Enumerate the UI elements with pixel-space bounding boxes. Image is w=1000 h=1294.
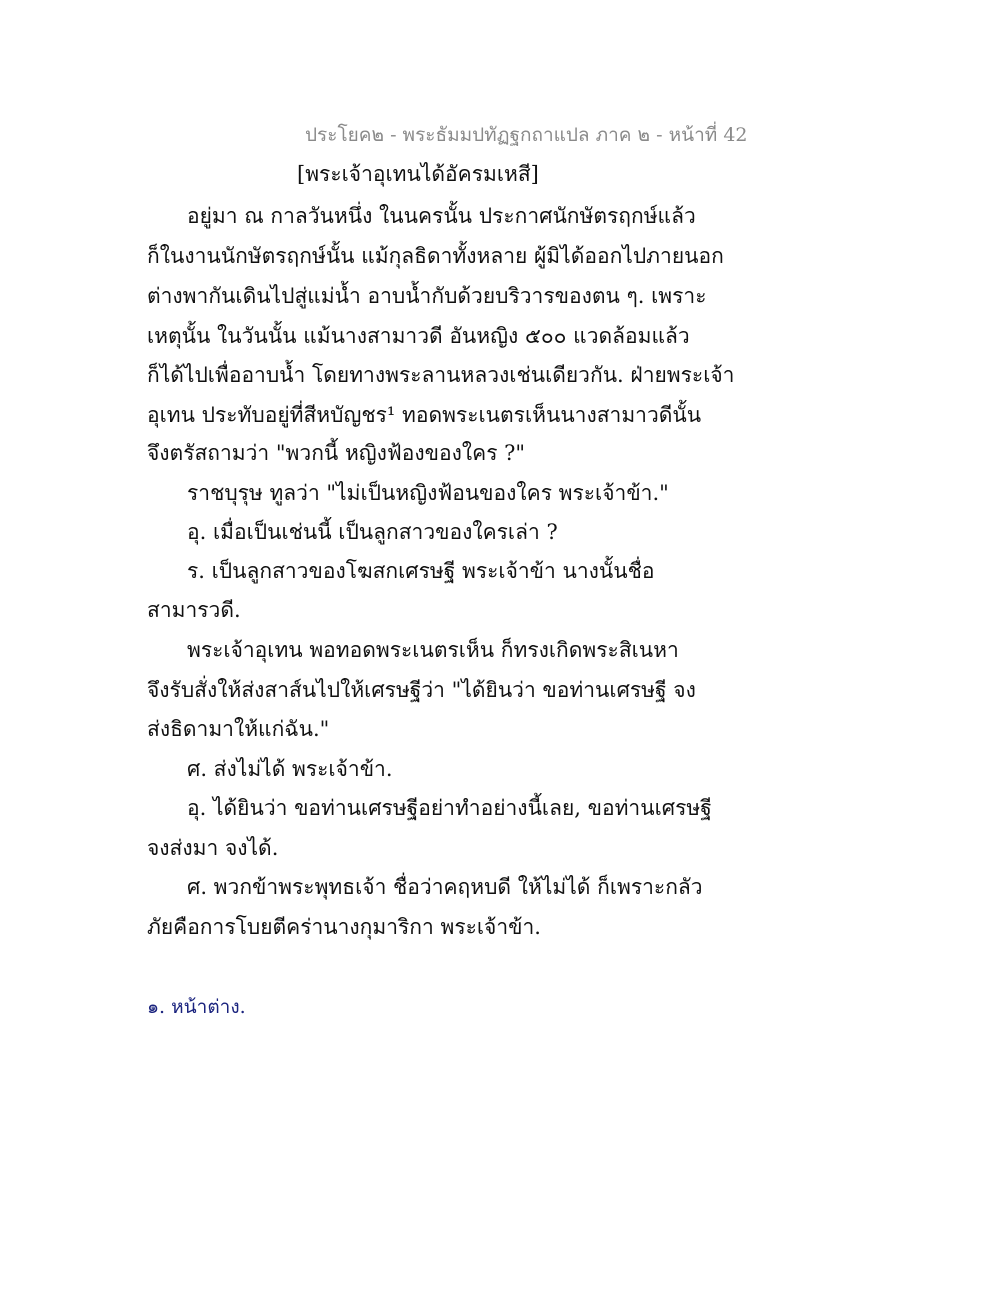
paragraph-line: ส่งธิดามาให้แก่ฉัน." xyxy=(147,717,330,741)
paragraph-line: ก็ได้ไปเพื่ออาบน้ำ โดยทางพระลานหลวงเช่นเดียวกัน. ฝ่ายพระเจ้า xyxy=(147,363,735,387)
paragraph-line: จึงรับสั่งให้ส่งสาส์นไปให้เศรษฐีว่า "ได้ยินว่า ขอท่านเศรษฐี จง xyxy=(147,678,696,702)
paragraph-line: พระเจ้าอุเทน พอทอดพระเนตรเห็น ก็ทรงเกิดพระสิเนหา xyxy=(187,638,679,662)
paragraph-line: ร. เป็นลูกสาวของโฆสกเศรษฐี พระเจ้าข้า นางนั้นชื่อ xyxy=(187,559,655,583)
paragraph-line: จึงตรัสถามว่า "พวกนี้ หญิงฟ้องของใคร ?" xyxy=(147,441,526,465)
paragraph-line: ต่างพากันเดินไปสู่แม่น้ำ อาบน้ำกับด้วยบริวารของตน ๆ. เพราะ xyxy=(147,284,707,308)
paragraph-line: อุ. เมื่อเป็นเช่นนี้ เป็นลูกสาวของใครเล่า ? xyxy=(187,520,558,544)
paragraph-line: ศ. พวกข้าพระพุทธเจ้า ชื่อว่าคฤหบดี ให้ไม่ได้ ก็เพราะกลัว xyxy=(187,875,703,899)
paragraph-line: อุเทน ประทับอยู่ที่สีหบัญชร¹ ทอดพระเนตรเห็นนางสามาวดีนั้น xyxy=(147,403,702,427)
paragraph-line: ราชบุรุษ ทูลว่า "ไม่เป็นหญิงฟ้อนของใคร พระเจ้าข้า." xyxy=(187,481,669,505)
section-heading: [พระเจ้าอุเทนได้อัครมเหสี] xyxy=(297,162,539,186)
footnote: ๑. หน้าต่าง. xyxy=(147,996,246,1018)
paragraph-line: ศ. ส่งไม่ได้ พระเจ้าข้า. xyxy=(187,757,393,781)
paragraph-line: สามารวดี. xyxy=(147,598,241,622)
paragraph-line: ภัยคือการโบยตีคร่านางกุมาริกา พระเจ้าข้า. xyxy=(147,915,541,939)
running-header: ประโยค๒ - พระธัมมปทัฏฐกถาแปล ภาค ๒ - หน้าที่ 42 xyxy=(305,124,748,146)
paragraph-line: เหตุนั้น ในวันนั้น แม้นางสามาวดี อันหญิง ๕๐๐ แวดล้อมแล้ว xyxy=(147,324,690,348)
paragraph-line: จงส่งมา จงได้. xyxy=(147,836,279,860)
paragraph-line: อุ. ได้ยินว่า ขอท่านเศรษฐีอย่าทำอย่างนี้เลย, ขอท่านเศรษฐี xyxy=(187,796,712,820)
paragraph-line: ก็ในงานนักษัตรฤกษ์นั้น แม้กุลธิดาทั้งหลาย ผู้มิได้ออกไปภายนอก xyxy=(147,244,724,268)
paragraph-line: อยู่มา ณ กาลวันหนึ่ง ในนครนั้น ประกาศนักษัตรฤกษ์แล้ว xyxy=(187,204,696,228)
